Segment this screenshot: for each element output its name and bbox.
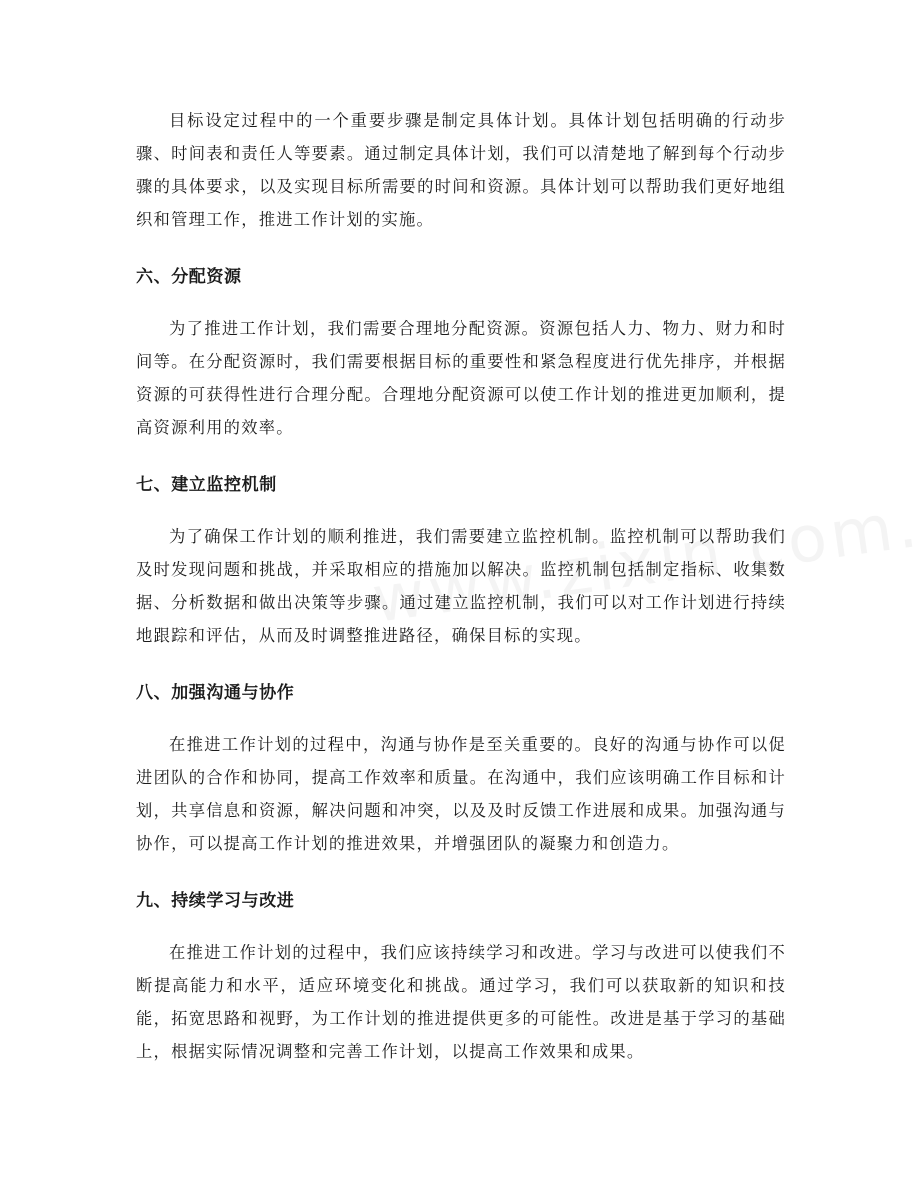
- section-heading-7: 七、建立监控机制: [136, 475, 277, 495]
- section-heading-6: 六、分配资源: [136, 267, 242, 287]
- document-body: [136, 104, 786, 1068]
- section-paragraph-9: 在推进工作计划的过程中，我们应该持续学习和改进。学习与改进可以使我们不断提高能力和水平，适应环境变化和挑战。通过学习，我们可以获取新的知识和技能，拓宽思路和视野，为工作计划的推进提供更多的可能性。改进是基于学习的基础上，根据实际情况调整和完善工作计划，以提高工作效果和成果。: [136, 943, 786, 1061]
- section-paragraph-8: 在推进工作计划的过程中，沟通与协作是至关重要的。良好的沟通与协作可以促进团队的合作和协同，提高工作效率和质量。在沟通中，我们应该明确工作目标和计划，共享信息和资源，解决问题和冲突，以及及时反馈工作进展和成果。加强沟通与协作，可以提高工作计划的推进效果，并增强团队的凝聚力和创造力。: [136, 735, 786, 853]
- intro-paragraph: 目标设定过程中的一个重要步骤是制定具体计划。具体计划包括明确的行动步骤、时间表和责任人等要素。通过制定具体计划，我们可以清楚地了解到每个行动步骤的具体要求，以及实现目标所需要的时间和资源。具体计划可以帮助我们更好地组织和管理工作，推进工作计划的实施。: [136, 111, 786, 229]
- section-paragraph-7: 为了确保工作计划的顺利推进，我们需要建立监控机制。监控机制可以帮助我们及时发现问题和挑战，并采取相应的措施加以解决。监控机制包括制定指标、收集数据、分析数据和做出决策等步骤。通过建立监控机制，我们可以对工作计划进行持续地跟踪和评估，从而及时调整推进路径，确保目标的实现。: [136, 527, 786, 645]
- section-heading-9: 九、持续学习与改进: [136, 891, 295, 911]
- section-heading-8: 八、加强沟通与协作: [136, 683, 295, 703]
- section-paragraph-6: 为了推进工作计划，我们需要合理地分配资源。资源包括人力、物力、财力和时间等。在分配资源时，我们需要根据目标的重要性和紧急程度进行优先排序，并根据资源的可获得性进行合理分配。合理地分配资源可以使工作计划的推进更加顺利，提高资源利用的效率。: [136, 319, 786, 437]
